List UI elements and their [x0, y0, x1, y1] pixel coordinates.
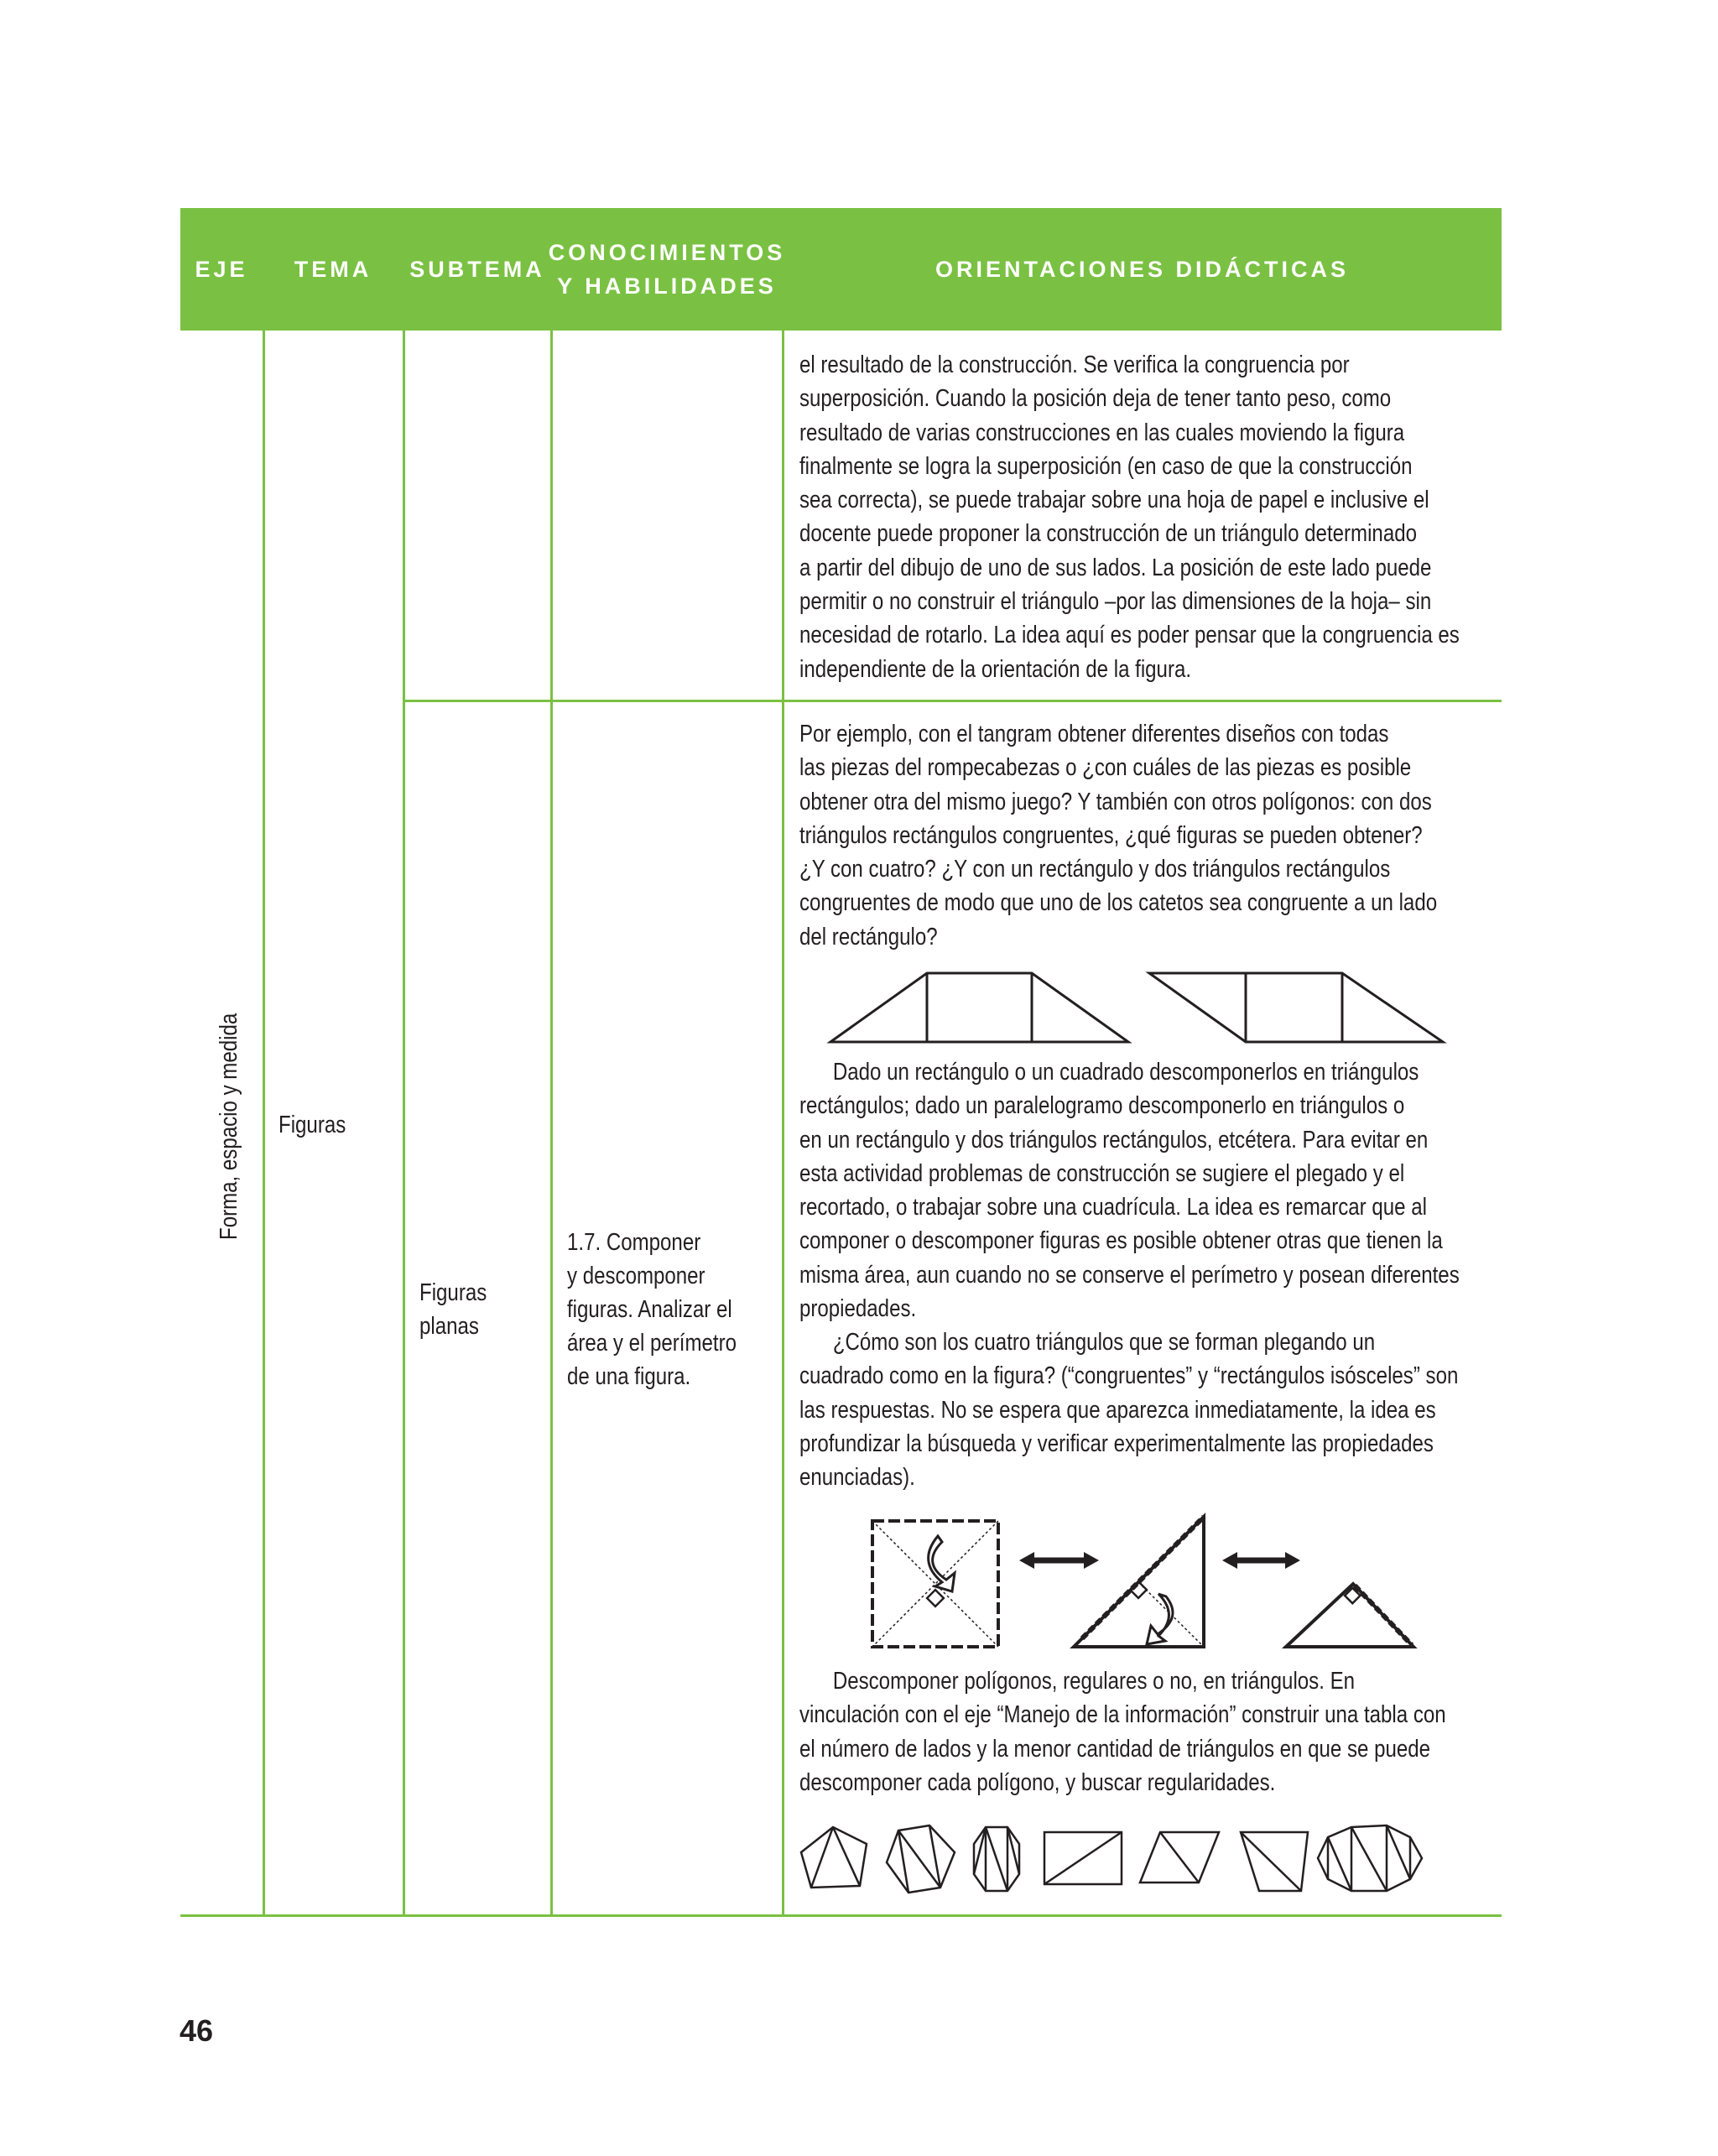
text-line: Por ejemplo, con el tangram obtener diferentes diseños con todas: [799, 721, 1389, 747]
conocimientos-line: de una figura.: [567, 1363, 691, 1390]
header-eje: EJE: [195, 257, 248, 282]
col-divider-2: [403, 331, 405, 1916]
text-line: descomponer cada polígono, y buscar regularidades.: [799, 1768, 1276, 1796]
page-number: 46: [180, 2013, 214, 2048]
text-line: superposición. Cuando la posición deja de tener tanto peso, como: [799, 385, 1392, 413]
decomposed-polygons: [799, 1820, 1487, 1896]
conocimientos-line: área y el perímetro: [567, 1330, 737, 1357]
text-line: enunciadas).: [799, 1464, 915, 1492]
orientaciones-paragraph-5: [799, 1664, 1446, 1799]
text-line: obtener otra del mismo juego? Y también con otros polígonos: con dos: [799, 788, 1432, 815]
text-line: congruentes de modo que uno de los catetos sea congruente a un lado: [799, 889, 1438, 917]
text-line: triángulos rectángulos congruentes, ¿qué figuras se pueden obtener?: [799, 821, 1423, 849]
conocimientos-line: 1.7. Componer: [567, 1229, 701, 1256]
text-line: ¿Y con cuatro? ¿Y con un rectángulo y dos triángulos rectángulos: [799, 856, 1391, 883]
text-line: recortado, o trabajar sobre una cuadrícula. La idea es remarcar que al: [799, 1194, 1427, 1221]
conocimientos-line: y descomponer: [567, 1263, 705, 1289]
rectangle-shape: [1044, 1832, 1122, 1884]
text-line: las piezas del rompecabezas o ¿con cuáles de las piezas es posible: [799, 754, 1412, 782]
text-line: sea correcta), se puede trabajar sobre una hoja de papel e inclusive el: [799, 487, 1429, 514]
text-line: el número de lados y la menor cantidad de triángulos en que se puede: [799, 1735, 1431, 1763]
conocimientos-line: figuras. Analizar el: [567, 1296, 732, 1323]
fold-arrow-icon: [1147, 1594, 1173, 1644]
subtema-line1: Figuras: [419, 1279, 487, 1306]
text-line: finalmente se logra la superposición (en caso de que la construcción: [799, 452, 1413, 480]
text-line: ¿Cómo son los cuatro triángulos que se forman plegando un: [832, 1329, 1376, 1356]
text-line: profundizar la búsqueda y verificar experimentalmente las propiedades: [799, 1430, 1434, 1457]
double-arrow-icon: [1222, 1552, 1300, 1569]
orientaciones-paragraph-4: [799, 1325, 1459, 1494]
trapezoid-left: [830, 973, 1128, 1042]
text-line: Dado un rectángulo o un cuadrado descomponerlos en triángulos: [832, 1059, 1419, 1086]
text-line: resultado de varias construcciones en las cuales moviendo la figura: [799, 419, 1405, 446]
eje-label: Forma, espacio y medida: [216, 1013, 242, 1240]
trapezoid-figures: [830, 965, 1451, 1049]
text-line: misma área, aun cuando no se conserve el perímetro y posean diferentes: [799, 1261, 1460, 1289]
trapezoid-right: [1149, 973, 1443, 1042]
folding-square-figures: [868, 1517, 1422, 1651]
header-orientaciones: ORIENTACIONES DIDÁCTICAS: [934, 257, 1349, 282]
small-right-triangle: [1286, 1584, 1413, 1647]
text-line: propiedades.: [799, 1295, 917, 1323]
text-line: en un rectángulo y dos triángulos rectángulos, etcétera. Para evitar en: [799, 1126, 1429, 1154]
col-divider-4: [782, 331, 784, 1916]
text-line: vinculación con el eje “Manejo de la información” construir una tabla con: [799, 1701, 1446, 1729]
col-divider-3: [550, 331, 553, 1916]
header-subtema: SUBTEMA: [409, 257, 545, 282]
text-line: a partir del dibujo de uno de sus lados. La posición de este lado puede: [799, 554, 1432, 581]
text-line: independiente de la orientación de la figura.: [799, 655, 1192, 683]
header-conocimientos: [548, 208, 786, 331]
orientaciones-paragraph-1: [799, 348, 1460, 686]
text-line: componer o descomponer figuras es posible obtener otras que tienen la: [799, 1227, 1443, 1255]
subtema-label: [419, 1276, 487, 1343]
parallelogram-shape: [1140, 1832, 1219, 1883]
decagon-shape: [1318, 1825, 1422, 1891]
col-divider-1: [263, 331, 265, 1916]
subtema-line2: planas: [419, 1313, 479, 1340]
orientaciones-paragraph-2: [799, 717, 1438, 954]
text-line: esta actividad problemas de construcción se sugiere el plegado y el: [799, 1159, 1405, 1187]
trapezoid-shape: [1241, 1832, 1308, 1891]
header-tema: TEMA: [294, 257, 372, 282]
table-bottom-line: [180, 1914, 1502, 1917]
table-header: [180, 208, 1502, 331]
tema-label: Figuras: [279, 1112, 346, 1138]
double-arrow-icon: [1019, 1552, 1099, 1569]
text-line: el resultado de la construcción. Se verifica la congruencia por: [799, 352, 1350, 378]
text-line: permitir o no construir el triángulo –por las dimensiones de la hoja– sin: [799, 588, 1432, 616]
hexagon-shape: [887, 1825, 955, 1893]
header-conocimientos-line1: CONOCIMIENTOS: [548, 240, 786, 265]
text-line: rectángulos; dado un paralelogramo descomponerlo en triángulos o: [799, 1092, 1405, 1120]
conocimientos-text: [567, 1226, 737, 1393]
row-divider: [403, 700, 1502, 702]
text-line: Descomponer polígonos, regulares o no, en triángulos. En: [832, 1668, 1356, 1695]
text-line: cuadrado como en la figura? (“congruentes” y “rectángulos isósceles” son: [799, 1362, 1459, 1390]
pentagon-shape: [801, 1827, 867, 1888]
text-line: las respuestas. No se espera que aparezca inmediatamente, la idea es: [799, 1396, 1436, 1424]
text-line: necesidad de rotarlo. La idea aquí es poder pensar que la congruencia es: [799, 622, 1460, 649]
text-line: docente puede proponer la construcción de un triángulo determinado: [799, 520, 1417, 548]
octagon-shape: [974, 1827, 1019, 1891]
text-line: del rectángulo?: [799, 923, 938, 950]
fold-arrow-icon: [929, 1536, 955, 1591]
header-conocimientos-line2: Y HABILIDADES: [557, 273, 777, 299]
orientaciones-paragraph-3: [799, 1055, 1460, 1325]
